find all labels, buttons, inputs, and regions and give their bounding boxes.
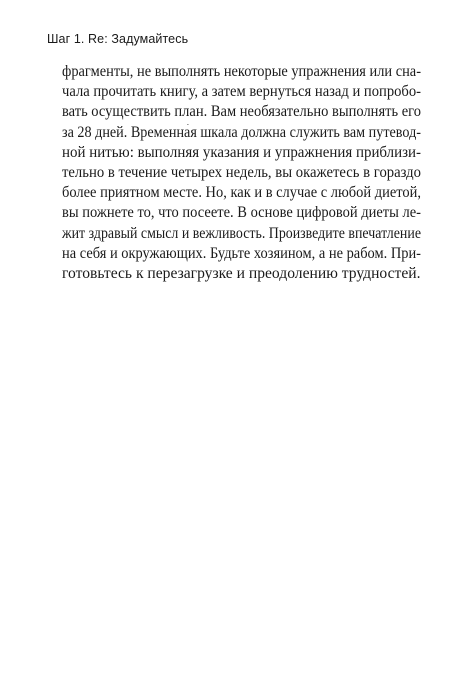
text-line: вать осуществить план. Вам необязательно выполнять его — [62, 103, 421, 121]
text-line: чала прочитать книгу, а затем вернуться назад и попробо- — [62, 83, 421, 101]
text-line: за 28 дней. Временна́я шкала должна служить вам путевод- — [62, 123, 421, 141]
text-line: тельно в течение четырех недель, вы окажетесь в гораздо — [62, 164, 421, 182]
text-line: более приятном месте. Но, как и в случае с любой диетой, — [62, 184, 421, 202]
text-line: фрагменты, не выполнять некоторые упражнения или сна- — [62, 63, 421, 80]
text-line: готовьтесь к перезагрузке и преодолению трудностей. — [62, 265, 421, 283]
text-line: ной нитью: выполняя указания и упражнения приблизи- — [62, 143, 421, 161]
body-paragraph — [62, 62, 421, 284]
text-line: жит здравый смысл и вежливость. Произведите впечатление — [62, 224, 421, 242]
text-line: вы пожнете то, что посеете. В основе цифровой диеты ле- — [62, 204, 421, 222]
running-header: Шаг 1. Re: Задумайтесь — [47, 32, 189, 46]
text-line: на себя и окружающих. Будьте хозяином, а не рабом. При- — [62, 244, 421, 262]
